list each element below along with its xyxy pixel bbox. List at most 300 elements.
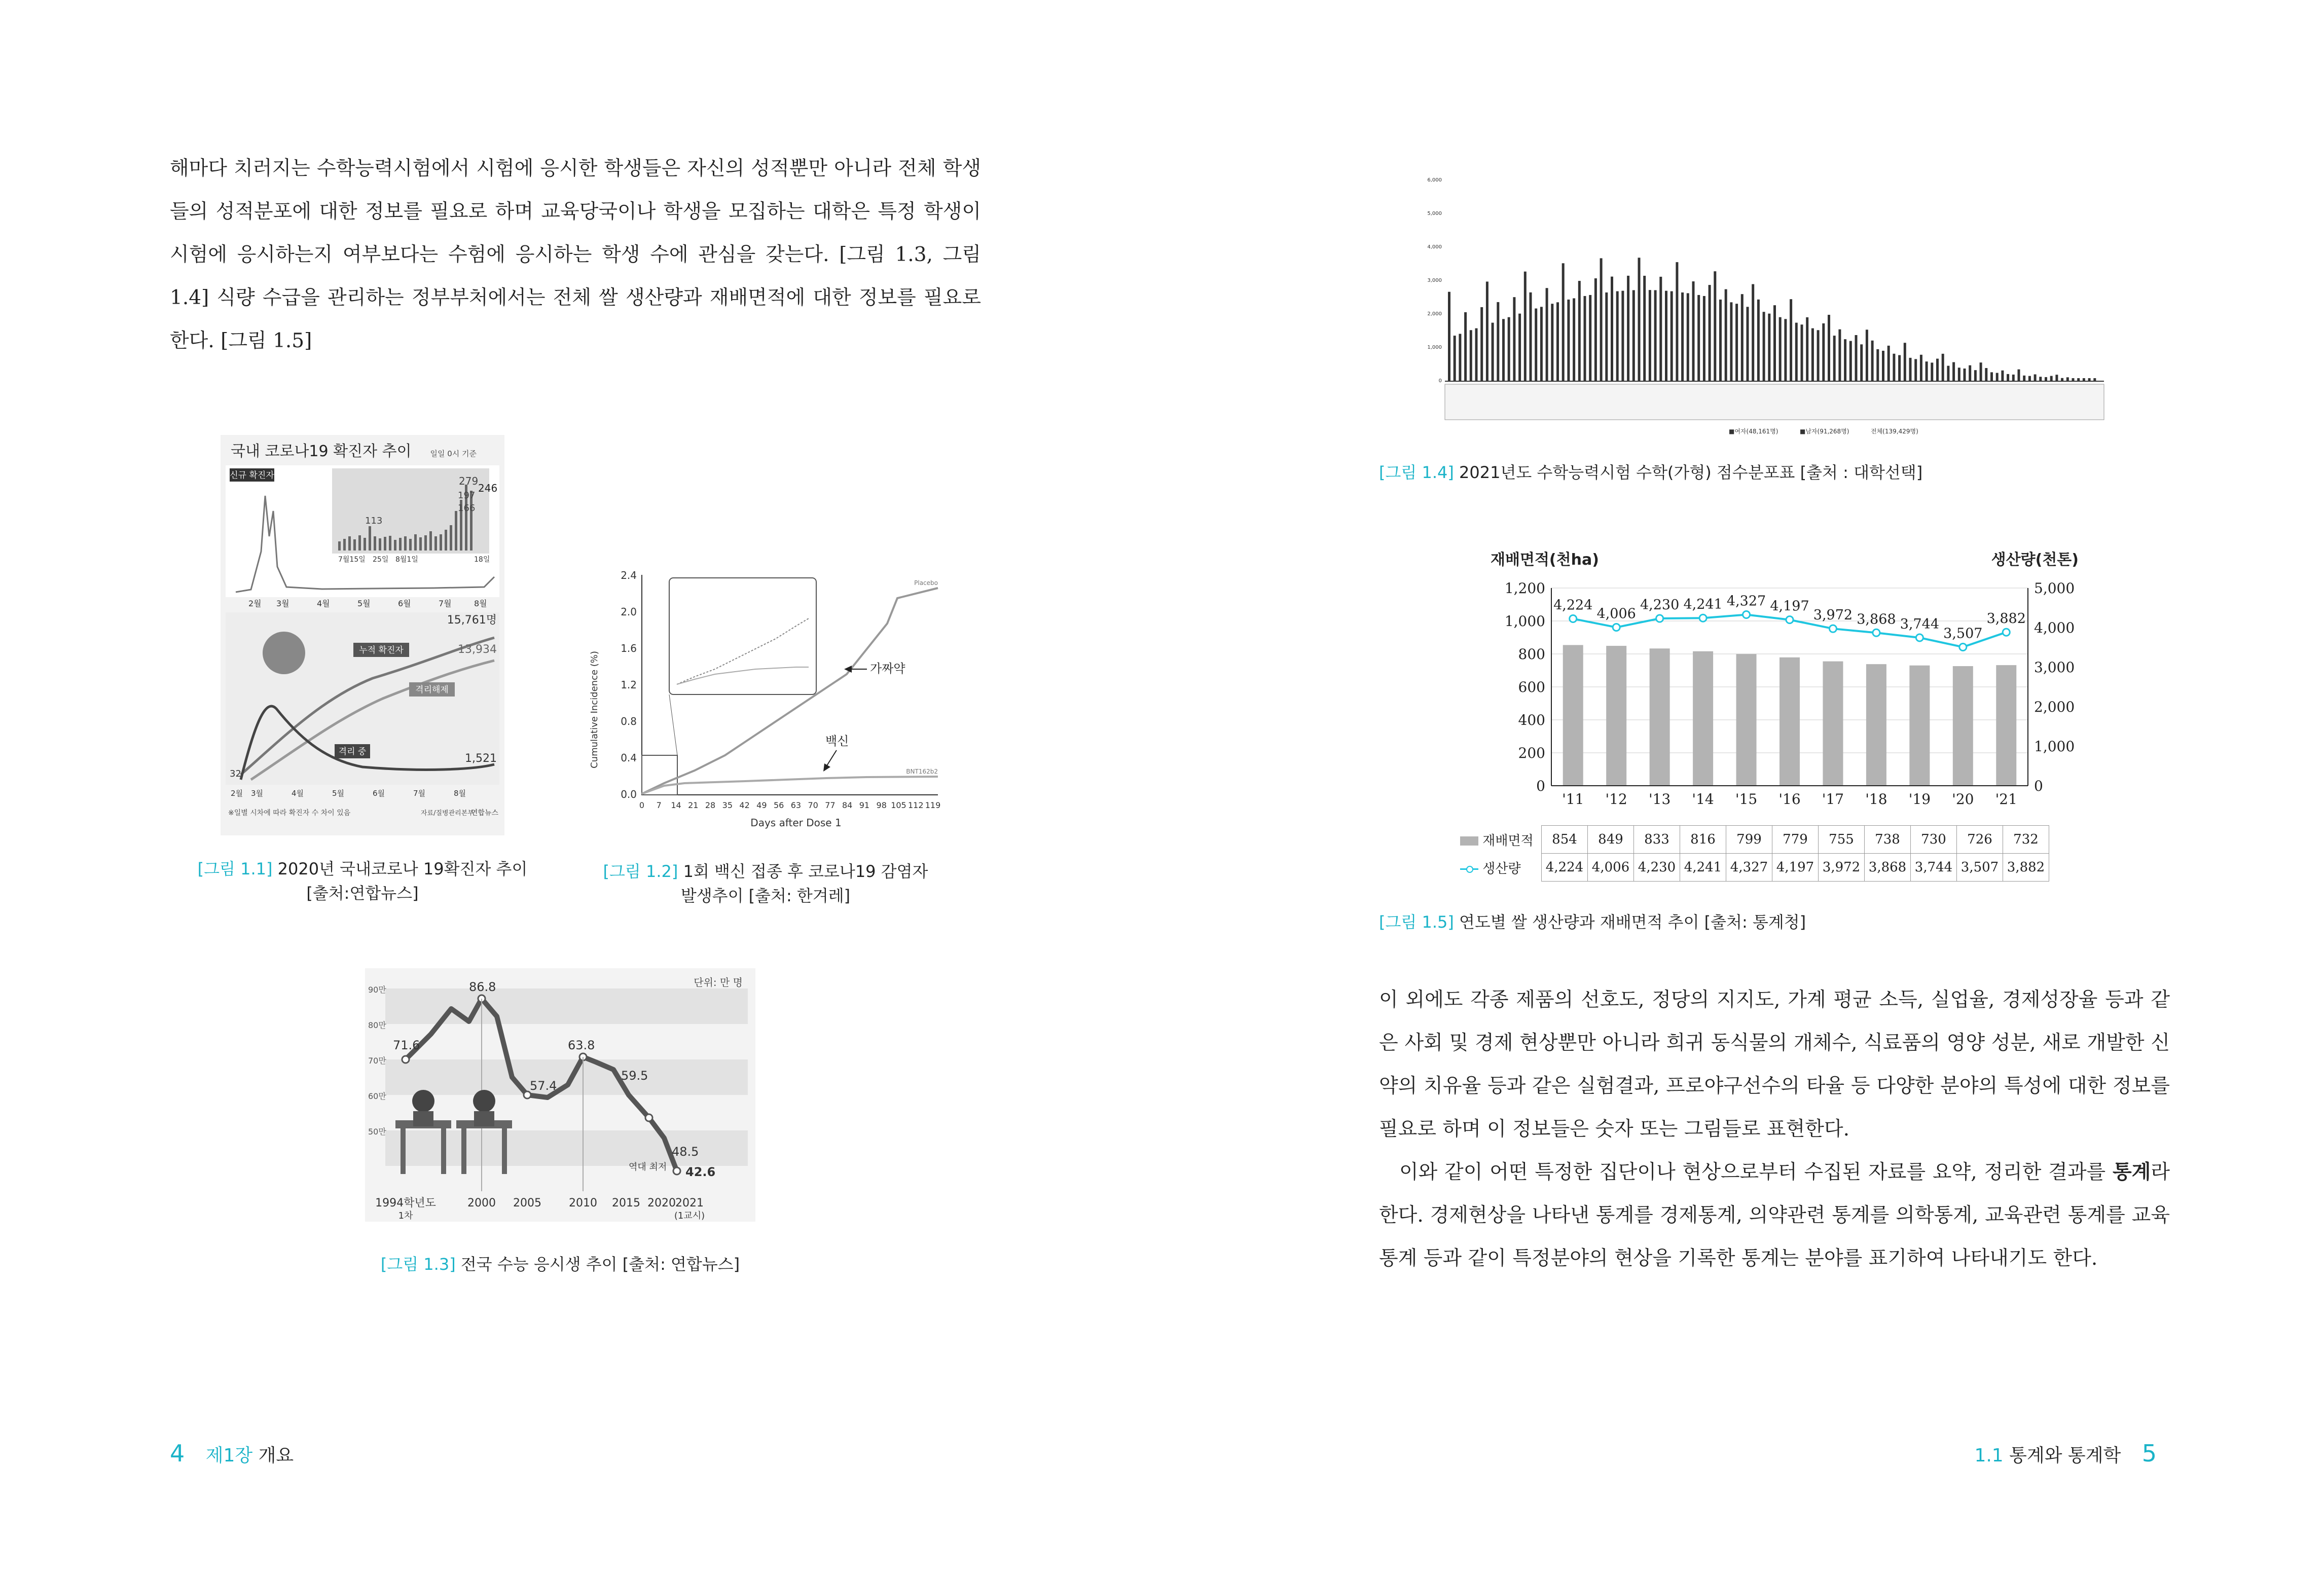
fig14-bar: [1795, 323, 1798, 381]
fig14-bar: [1735, 304, 1738, 381]
fig12-xtick: 63: [790, 800, 802, 810]
rice-production-label: 3,507: [1943, 626, 1983, 642]
rice-ytick-right: 0: [2034, 778, 2043, 794]
prod-cell: 4,327: [1726, 854, 1772, 882]
area-cell: 854: [1542, 826, 1588, 854]
rice-ytick-left: 600: [1518, 679, 1545, 695]
fig14-bar: [1546, 288, 1548, 381]
fig14-bar: [1828, 315, 1830, 381]
fig14-bar: [1822, 323, 1825, 381]
fig14-bar: [1584, 296, 1586, 381]
fig11-inset-val-3: 166: [458, 503, 476, 514]
fig11-brand: 연합뉴스: [470, 809, 498, 817]
fig14-bar: [1914, 359, 1917, 381]
fig14-bar: [1573, 298, 1575, 381]
fig14-bar: [1784, 319, 1787, 381]
fig14-bar: [1681, 292, 1684, 381]
fig14-bar: [1508, 317, 1510, 381]
fig12-xtick: 91: [859, 800, 870, 810]
fig12-vaccine-tag: BNT162b2: [906, 768, 938, 775]
fig14-bar: [1459, 334, 1461, 381]
fig12-ytick-3: 1.2: [621, 679, 637, 691]
fig13-ytick-0: 90만: [368, 985, 386, 995]
rice-area-bar: [1606, 646, 1626, 786]
fig14-bar: [1627, 276, 1629, 381]
fig14-bar: [1757, 300, 1760, 381]
fig12-xtick: 98: [876, 800, 887, 810]
fig14-bar: [1551, 304, 1553, 381]
fig14-ytick-4: 2,000: [1427, 311, 1442, 317]
fig11-inset-tick-1: 25일: [373, 556, 389, 564]
fig14-bar: [1985, 368, 1987, 381]
fig14-bar: [1687, 293, 1689, 381]
fig14-bar: [2072, 378, 2075, 381]
fig11-inset-val-4: 113: [365, 516, 383, 526]
fig14-bar: [1964, 369, 1966, 381]
fig13-ytick-4: 50만: [368, 1127, 386, 1137]
area-cell: 833: [1634, 826, 1680, 854]
fig11-iso-label: 격리 중: [338, 747, 367, 757]
fig14-bar: [1811, 328, 1814, 381]
rice-table-row-area: [1460, 826, 2049, 854]
fig13-caption: [355, 1252, 766, 1276]
fig13-low-label: 역대 최저: [629, 1162, 667, 1172]
fig13-point-6: 42.6: [685, 1165, 716, 1179]
fig14-bar: [1448, 292, 1450, 381]
fig12-ytick-6: 2.4: [621, 569, 637, 581]
fig14-bar: [1470, 330, 1472, 381]
fig14-legend-2: 전체(139,429명): [1871, 428, 1918, 435]
fig14-bar: [1909, 358, 1912, 381]
fig14-bar: [1719, 300, 1722, 381]
fig14-bar: [2061, 378, 2063, 381]
fig13-xsub-1: (1교시): [674, 1211, 705, 1221]
area-cell: 732: [2003, 826, 2049, 854]
rice-ytick-left: 400: [1518, 712, 1545, 728]
fig11-month-6: 8월: [474, 599, 487, 608]
rice-production-label: 4,241: [1683, 597, 1723, 613]
fig12-xtick: 77: [825, 800, 836, 810]
rice-xtick: '14: [1692, 791, 1714, 808]
fig12-ylabel: Cumulative Incidence (%): [589, 651, 600, 768]
rice-area-bar: [1823, 662, 1843, 786]
fig14-bar: [1535, 309, 1537, 381]
vaccine-chart-svg: [583, 568, 948, 841]
fig12-xticks: [639, 800, 940, 810]
fig11-month-2: 4월: [317, 599, 330, 608]
figure-1-4: [1425, 172, 2114, 441]
fig12-xtick: 28: [705, 800, 716, 810]
prod-cell: 3,744: [1911, 854, 1957, 882]
fig14-bar: [1502, 319, 1505, 381]
fig13-point-4: 59.5: [621, 1069, 648, 1083]
rice-xtick: '20: [1952, 791, 1974, 808]
rice-ytick-right: 1,000: [2034, 738, 2075, 755]
fig14-bar: [1893, 354, 1895, 381]
fig14-bar: [1844, 339, 1846, 381]
fig14-bar: [2066, 377, 2069, 381]
fig13-point-1: 86.8: [469, 980, 496, 994]
fig11-month-1: 3월: [276, 599, 289, 608]
fig13-unit: 단위: 만 명: [694, 976, 743, 988]
fig14-bar: [1747, 307, 1749, 381]
fig13-xtick-5: 2020: [647, 1197, 676, 1210]
fig14-bar: [1768, 314, 1770, 381]
fig11-val-start: 32: [230, 768, 241, 779]
fig15-caption-text: 연도별 쌀 생산량과 재배면적 추이 [출처: 통계청]: [1459, 912, 1806, 932]
fig14-bar: [2023, 376, 2025, 381]
fig14-bar: [1621, 291, 1624, 381]
fig14-bar: [1942, 354, 1944, 381]
rice-production-point: [1570, 615, 1577, 622]
rice-ytick-left: 200: [1518, 745, 1545, 761]
area-cell: 730: [1911, 826, 1957, 854]
fig14-bar: [1594, 278, 1597, 381]
fig12-vaccine-curve: [642, 777, 938, 794]
fig14-bar: [1779, 317, 1782, 381]
fig13-caption-text: 전국 수능 응시생 추이 [출처: 연합뉴스]: [460, 1255, 740, 1274]
area-cell: 755: [1819, 826, 1865, 854]
fig11-source: 자료/질병관리본부: [421, 810, 474, 817]
fig14-bar: [1725, 289, 1727, 381]
fig11-val-iso: 1,521: [465, 752, 497, 765]
fig14-bar: [2039, 377, 2042, 381]
score-distribution-svg: [1425, 172, 2114, 441]
fig13-xtick-2: 2005: [513, 1197, 541, 1210]
fig11-inset-label: 신규 확진자: [230, 470, 274, 481]
fig11-caption-src: [출처:연합뉴스]: [306, 884, 419, 903]
fig12-xtick: 112: [907, 800, 924, 810]
fig14-bar: [1518, 314, 1521, 381]
covid-chart-svg: [221, 435, 504, 835]
rice-production-point: [2003, 629, 2010, 636]
fig14-bar: [1589, 295, 1591, 381]
fig14-bar: [1497, 302, 1499, 381]
figure-1-3: [365, 968, 755, 1222]
fig15-caption-tag: [그림 1.5]: [1379, 912, 1454, 932]
fig14-bar: [2055, 375, 2058, 381]
fig14-bar: [1801, 324, 1803, 381]
fig14-bar: [1876, 349, 1879, 381]
fig14-bar: [1969, 365, 1971, 381]
fig11-note: 일일 0시 기준: [430, 449, 477, 458]
fig12-xtick: 21: [688, 800, 699, 810]
prod-cell: 4,224: [1542, 854, 1588, 882]
fig14-bar: [1882, 351, 1884, 381]
rice-production-label: 3,744: [1900, 616, 1940, 632]
rice-production-label: 4,006: [1596, 606, 1636, 622]
fig12-xtick: 0: [639, 800, 645, 810]
fig14-bar: [1454, 336, 1456, 381]
prod-cell: 3,972: [1819, 854, 1865, 882]
fig14-bar: [1931, 362, 1933, 381]
rice-xtick: '16: [1778, 791, 1801, 808]
fig14-bar: [1524, 272, 1527, 381]
fig11-bmonth-2: 4월: [292, 789, 304, 798]
rice-xtick: '17: [1822, 791, 1844, 808]
fig14-bar: [1556, 302, 1559, 381]
fig14-bar: [2088, 378, 2091, 381]
fig11-inset-tick-3: 18일: [474, 556, 490, 564]
fig14-bar: [1654, 290, 1657, 381]
rice-area-bar: [1780, 657, 1800, 786]
fig13-point-2: 57.4: [530, 1079, 557, 1093]
fig12-xlabel: Days after Dose 1: [750, 817, 842, 829]
fig14-bar: [1540, 307, 1543, 381]
fig14-bars: [1448, 258, 2096, 381]
fig11-caption-text: 2020년 국내코로나 19확진자 추이: [277, 859, 528, 878]
fig12-xtick: 35: [722, 800, 733, 810]
fig11-inset-val-0: 279: [459, 475, 479, 487]
fig14-bar: [1611, 277, 1613, 381]
fig13-point-3: 63.8: [568, 1038, 595, 1052]
fig11-month-0: 2월: [248, 599, 262, 608]
rice-area-bar: [1996, 665, 2016, 786]
rice-xtick: '11: [1562, 791, 1584, 808]
fig14-bar: [2077, 378, 2080, 381]
right-section: 1.1: [1974, 1445, 2004, 1466]
fig12-ytick-4: 1.6: [621, 642, 637, 654]
rice-production-point: [1873, 629, 1880, 636]
fig14-bar: [2093, 378, 2096, 381]
fig11-footnote: ※일별 시차에 따라 확진자 수 차이 있음: [228, 809, 351, 817]
area-cell: 816: [1680, 826, 1726, 854]
area-cell: 849: [1588, 826, 1634, 854]
bar-legend-icon: [1460, 836, 1478, 846]
rice-ytick-left: 1,200: [1504, 580, 1545, 597]
rice-row-prod-label: 생산량: [1482, 861, 1521, 876]
fig14-bar: [1996, 373, 1999, 381]
rice-production-label: 4,224: [1553, 597, 1593, 613]
fig14-bar: [1714, 271, 1716, 381]
prod-cell: 4,197: [1772, 854, 1819, 882]
fig12-xtick: 84: [842, 800, 853, 810]
rice-production-point: [1656, 615, 1663, 622]
rice-production-point: [1959, 643, 1967, 650]
rice-production-point: [1916, 634, 1923, 641]
fig14-bar: [1692, 281, 1695, 381]
virus-icon: [263, 632, 305, 674]
fig14-bar: [1632, 290, 1635, 381]
fig14-bar: [1665, 291, 1667, 381]
fig14-bar: [1562, 263, 1565, 381]
fig14-legend-0: ■여자(48,161명): [1729, 428, 1778, 435]
rice-bars: [1563, 645, 2017, 786]
rice-production-label: 4,230: [1640, 597, 1680, 613]
fig12-xtick: 7: [656, 800, 662, 810]
fig14-bar: [1871, 341, 1874, 381]
fig14-bar: [1567, 300, 1570, 381]
prod-cell: 3,882: [2003, 854, 2049, 882]
figure-1-2: [583, 568, 948, 841]
fig12-xtick: 49: [756, 800, 767, 810]
fig11-caption: [172, 857, 553, 905]
fig14-caption-tag: [그림 1.4]: [1379, 463, 1454, 482]
fig14-bar: [2028, 376, 2031, 381]
fig14-caption-text: 2021년도 수학능력시험 수학(가형) 점수분포표 [출처 : 대학선택]: [1459, 463, 1923, 482]
fig14-bar: [2083, 378, 2085, 381]
area-cell: 738: [1865, 826, 1911, 854]
fig13-point-0: 71.6: [393, 1038, 420, 1052]
fig12-xtick: 56: [773, 800, 784, 810]
rice-chart-svg: [1450, 547, 2099, 816]
rice-xtick: '13: [1648, 791, 1671, 808]
rice-production-point: [1786, 616, 1793, 624]
fig13-ytick-1: 80만: [368, 1020, 386, 1030]
fig14-bar: [1980, 362, 1982, 381]
fig14-bar: [1513, 297, 1515, 381]
fig12-caption-tag: [그림 1.2]: [603, 862, 678, 881]
left-footer: [170, 1440, 294, 1467]
fig14-bar: [1898, 355, 1901, 381]
fig14-bar: [1855, 335, 1858, 381]
fig13-caption-tag: [그림 1.3]: [380, 1255, 456, 1274]
rice-left-title: 재배면적(천ha): [1491, 551, 1599, 569]
fig12-ytick-0: 0.0: [621, 788, 637, 800]
fig14-bar: [1990, 372, 1993, 381]
fig12-xtick: 105: [891, 800, 906, 810]
rice-ytick-left: 1,000: [1504, 613, 1545, 630]
fig14-bar: [1643, 276, 1646, 381]
right-paragraph-1: 이 외에도 각종 제품의 선호도, 정당의 지지도, 가계 평균 소득, 실업율, 경제성장율 등과 같은 사회 및 경제 현상뿐만 아니라 희귀 동식물의 개체수, 식료품의 영양 성분, 새로 개발한 신약의 치유율 등과 같은 실험결과, 프로야구선수의 타율 등 다양한 분야의 특성에 대한 정보를 필요로 하며 이 정보들은 숫자 또는 그림들로 표현한다.: [1379, 988, 2170, 1141]
fig12-placebo-tag: Placebo: [914, 579, 938, 587]
area-cell: 726: [1957, 826, 2003, 854]
rice-xtick: '18: [1865, 791, 1887, 808]
fig14-bar: [1887, 346, 1890, 381]
fig14-bar: [1486, 282, 1488, 381]
fig14-caption: [1379, 460, 2139, 485]
fig11-month-5: 7월: [439, 599, 452, 608]
fig14-bar: [1866, 329, 1868, 381]
rice-ytick-right: 3,000: [2034, 659, 2075, 676]
fig14-bar: [1671, 291, 1673, 381]
fig11-month-3: 5월: [357, 599, 371, 608]
fig14-bar: [1790, 299, 1792, 381]
fig11-bmonth-1: 3월: [251, 789, 264, 798]
fig13-xtick-6: 2021: [675, 1197, 704, 1210]
fig14-bar: [1600, 258, 1603, 381]
fig14-bar: [2045, 377, 2047, 381]
fig12-caption-text: 1회 백신 접종 후 코로나19 감염자: [683, 862, 928, 881]
left-chapter: 제1장: [205, 1445, 253, 1466]
rice-production-point: [1613, 624, 1620, 631]
rice-area-bar: [1866, 664, 1886, 786]
fig14-bar: [1817, 330, 1820, 381]
fig12-vaccine-label: 백신: [825, 734, 849, 748]
rice-production-point: [1743, 611, 1750, 618]
rice-area-bar: [1650, 648, 1670, 786]
fig14-bar: [1958, 368, 1960, 381]
fig14-bar: [1492, 323, 1494, 381]
fig13-xtick-1: 2000: [467, 1197, 496, 1210]
fig14-bar: [1773, 305, 1776, 381]
rice-ytick-right: 5,000: [2034, 580, 2075, 597]
rice-ytick-right: 2,000: [2034, 699, 2075, 715]
fig14-bar: [1926, 361, 1928, 381]
fig14-bar: [1952, 362, 1955, 381]
fig11-caption-tag: [그림 1.1]: [197, 859, 273, 878]
rice-line: [1553, 593, 2026, 650]
fig14-bar: [2050, 376, 2053, 381]
area-cell: 779: [1772, 826, 1819, 854]
fig14-bar: [1806, 317, 1808, 381]
fig14-ytick-1: 5,000: [1427, 211, 1442, 216]
fig12-placebo-label: 가짜약: [870, 662, 905, 676]
fig14-bar: [1676, 262, 1678, 381]
fig14-bar: [2034, 374, 2037, 381]
right-paragraphs: [1379, 978, 2170, 1280]
rice-area-bar: [1736, 654, 1757, 786]
fig14-bar: [1464, 312, 1467, 381]
rice-row-area-label: 재배면적: [1482, 833, 1534, 849]
rice-row-prod-head: [1460, 854, 1542, 882]
rice-production-point: [1699, 614, 1706, 621]
rice-xtick: '12: [1605, 791, 1627, 808]
rice-ytick-left: 800: [1518, 646, 1545, 663]
right-section-title: 통계와 통계학: [2009, 1445, 2121, 1466]
rice-ytick-left: 0: [1536, 778, 1545, 794]
fig14-bar: [1860, 344, 1863, 381]
rice-production-point: [1829, 625, 1836, 632]
fig14-bar: [1730, 302, 1732, 381]
figure-1-5: [1450, 547, 2099, 816]
fig14-bar: [2007, 374, 2009, 381]
line-legend-icon: [1460, 864, 1478, 873]
fig14-bar: [1697, 295, 1700, 381]
fig14-legend-1: ■남자(91,268명): [1800, 428, 1849, 435]
fig14-ytick-3: 3,000: [1427, 278, 1442, 283]
rice-xtick: '15: [1735, 791, 1758, 808]
fig14-bar: [1741, 294, 1744, 381]
fig14-bar: [1578, 281, 1581, 381]
rice-row-area-head: [1460, 826, 1542, 854]
rice-xtick: '19: [1908, 791, 1931, 808]
area-cell: 799: [1726, 826, 1772, 854]
fig14-ytick-5: 1,000: [1427, 345, 1442, 350]
right-paragraph-2: [1379, 1151, 2170, 1280]
fig11-inset-tick-2: 8월1일: [395, 556, 418, 564]
fig11-val-rel: 13,934: [458, 643, 497, 656]
rice-production-label: 3,868: [1857, 611, 1896, 628]
fig12-xtick: 42: [739, 800, 750, 810]
fig14-bar: [1974, 370, 1977, 381]
fig11-val-cum: 15,761명: [447, 614, 497, 627]
right-paragraph-2c: 라 한다. 경제현상을 나타낸 통계를 경제통계, 의약관련 통계를 의학통계, 교육관련 통계를 교육통계 등과 같이 특정분야의 현상을 기록한 통계는 분야를 표기하여 나타내기도 한다.: [1379, 1161, 2170, 1270]
rice-production-label: 4,327: [1726, 593, 1766, 609]
fig11-inset-val-2: 197: [458, 490, 476, 501]
fig11-bmonth-5: 7월: [413, 789, 426, 798]
fig11-cum-label: 누적 확진자: [359, 645, 404, 655]
rice-area-bar: [1563, 645, 1583, 786]
fig11-bmonth-4: 6월: [373, 789, 385, 798]
fig13-xtick-3: 2010: [569, 1197, 597, 1210]
fig14-bar: [1849, 341, 1852, 381]
fig14-bar: [1480, 307, 1483, 381]
fig14-bar: [1638, 258, 1641, 381]
left-paragraph: 해마다 치러지는 수학능력시험에서 시험에 응시한 학생들은 자신의 성적뿐만 아니라 전체 학생들의 성적분포에 대한 정보를 필요로 하며 교육당국이나 학생을 모집하는 대학은 특정 학생이 시험에 응시하는지 여부보다는 수험에 응시하는 학생 수에 관심을 갖는다. [그림 1.3, 그림 1.4] 식량 수급을 관리하는 정부부처에서는 전체 쌀 생산량과 재배면적에 대한 정보를 필요로 한다. [그림 1.5]: [170, 157, 981, 352]
fig14-bar: [1920, 355, 1922, 381]
rice-table: [1460, 825, 2049, 882]
right-paragraph-2a: 이와 같이 어떤 특정한 집단이나 현상으로부터 수집된 자료를 요약, 정리한 결과를: [1399, 1161, 2106, 1184]
keyword-statistics: 통계: [2112, 1160, 2151, 1184]
fig14-ytick-0: 6,000: [1427, 177, 1442, 183]
fig13-point-5: 48.5: [672, 1145, 699, 1159]
rice-right-title: 생산량(천톤): [1991, 551, 2079, 569]
fig11-inset-val-1: 246: [478, 482, 498, 494]
left-chapter-title: 개요: [258, 1445, 294, 1466]
prod-cell: 3,507: [1957, 854, 2003, 882]
fig13-xsub-0: 1차: [398, 1211, 413, 1221]
